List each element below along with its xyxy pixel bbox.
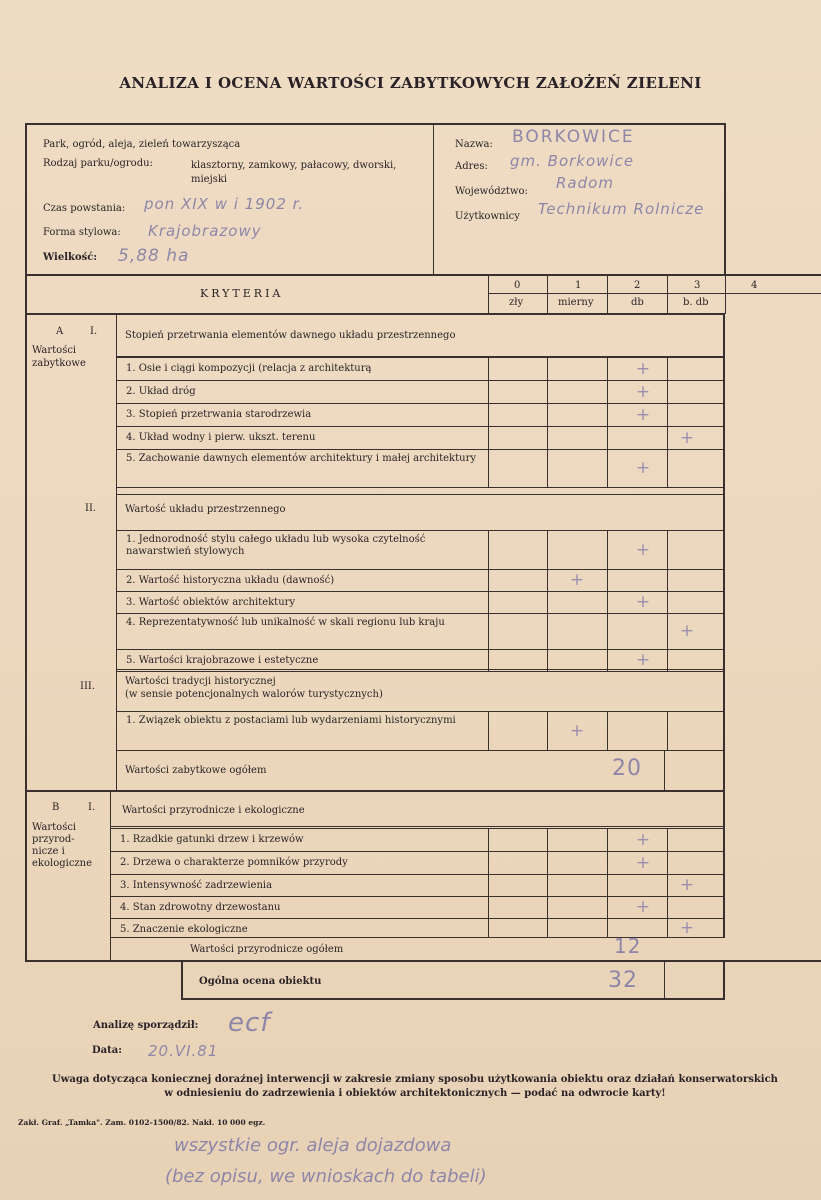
row-col-line	[667, 426, 668, 449]
table-row-label: 3. Stopień przetrwania starodrzewia	[126, 409, 312, 420]
row-col-line	[607, 828, 608, 851]
row-col-line	[547, 613, 548, 649]
row-col-line	[488, 530, 489, 569]
row-top-line	[116, 649, 723, 650]
table-row-label: 5. Zachowanie dawnych elementów architektury i małej architektury	[126, 453, 477, 464]
row-col-line	[488, 851, 489, 874]
row-col-line	[667, 357, 668, 380]
total-a-col-line	[664, 750, 665, 790]
date-label: Data:	[92, 1045, 122, 1056]
notice-line-2: w odniesieniu do zadrzewienia i obiektów architektonicznych — podać na odwrocie karty!	[164, 1088, 666, 1099]
row-col-line	[667, 828, 668, 851]
row-top-line	[116, 449, 723, 450]
score-mark: +	[635, 829, 651, 850]
section-b-roman: I.	[88, 802, 96, 813]
row-col-line	[488, 649, 489, 671]
table-row-label: 1. Osie i ciągi kompozycji (relacja z architekturą	[126, 363, 372, 374]
criteria-top-line	[25, 274, 821, 276]
section-b-name-3: nicze i	[32, 846, 65, 857]
header-divider	[433, 123, 434, 274]
row-col-line	[488, 569, 489, 591]
row-col-line	[488, 828, 489, 851]
name-value: BORKOWICE	[512, 127, 635, 147]
score-mark: +	[635, 381, 651, 402]
row-col-line	[547, 426, 548, 449]
total-a-value: 20	[612, 756, 642, 781]
row-top-line	[110, 874, 723, 875]
size-label: Wielkość:	[43, 252, 98, 263]
table-row-label: 2. Drzewa o charakterze pomników przyrody	[120, 857, 348, 868]
score-mark: +	[635, 897, 651, 917]
overall-label: Ogólna ocena obiektu	[199, 976, 322, 987]
table-row-label: 4. Układ wodny i pierw. ukszt. terenu	[126, 432, 316, 443]
table-row-label: 1. Związek obiektu z postaciami lub wydarzeniami historycznymi	[126, 715, 456, 726]
handwritten-note-1: wszystkie ogr. aleja dojazdowa	[174, 1135, 452, 1156]
row-col-line	[488, 380, 489, 403]
total-b-label: Wartości przyrodnicze ogółem	[190, 944, 344, 955]
section-a-bottom	[25, 790, 725, 792]
score-mark: +	[635, 358, 651, 379]
row-col-line	[607, 649, 608, 671]
row-col-line	[667, 613, 668, 649]
row-bottom-line	[116, 671, 723, 672]
users-label: Użytkownicy	[455, 211, 520, 222]
col-line-0	[488, 274, 489, 314]
group-a2-title: Wartość układu przestrzennego	[125, 504, 286, 515]
section-b-name-4: ekologiczne	[32, 858, 93, 869]
score-mark: +	[635, 404, 651, 425]
row-col-line	[667, 449, 668, 487]
page-title: ANALIZA I OCENA WARTOŚCI ZABYTKOWYCH ZAŁOŻEŃ ZIELENI	[119, 74, 702, 92]
notice-line-1: Uwaga dotycząca koniecznej doraźnej interwencji w zakresie zmiany sposobu użytkowania obiektu oraz działań konserwatorskich	[52, 1074, 778, 1085]
row-col-line	[667, 711, 668, 750]
score-mark: +	[679, 427, 695, 448]
row-col-line	[607, 896, 608, 918]
kind-options: klasztorny, zamkowy, pałacowy, dworski,	[191, 160, 397, 171]
section-divider-a	[116, 313, 117, 790]
table-row-label: 4. Reprezentatywność lub unikalność w skali regionu lub kraju	[126, 617, 445, 628]
address-value: gm. Borkowice	[510, 152, 635, 170]
row-col-line	[547, 896, 548, 918]
row-top-line	[116, 530, 723, 531]
score-mark: +	[569, 570, 585, 590]
section-b-name-1: Wartości	[32, 822, 77, 833]
created-value: pon XIX w i 1902 r.	[144, 195, 305, 213]
score-mark: +	[679, 917, 695, 938]
users-value: Technikum Rolnicze	[538, 200, 705, 218]
row-col-line	[607, 357, 608, 380]
row-top-line	[116, 357, 723, 358]
score-mark: +	[679, 875, 695, 895]
row-top-line	[116, 426, 723, 427]
row-col-line	[607, 449, 608, 487]
score-mark: +	[635, 592, 651, 612]
score-col-1-num: 1	[575, 280, 582, 291]
score-header-split	[488, 293, 821, 294]
row-col-line	[667, 918, 668, 937]
criteria-bottom-line	[25, 313, 725, 315]
row-col-line	[547, 851, 548, 874]
group-a3-title-2: (w sensie potencjonalnych walorów turystycznych)	[125, 689, 383, 700]
row-col-line	[488, 357, 489, 380]
name-label: Nazwa:	[455, 139, 493, 150]
row-col-line	[488, 918, 489, 937]
criteria-header: KRYTERIA	[200, 287, 284, 300]
row-col-line	[547, 649, 548, 671]
score-mark: +	[569, 720, 585, 741]
row-col-line	[488, 426, 489, 449]
score-col-2-num: 2	[634, 280, 641, 291]
row-col-line	[547, 357, 548, 380]
row-col-line	[488, 711, 489, 750]
row-top-line	[116, 569, 723, 570]
row-col-line	[667, 874, 668, 896]
total-a-label: Wartości zabytkowe ogółem	[125, 765, 267, 776]
style-label: Forma stylowa:	[43, 227, 121, 238]
roman-ii: II.	[85, 503, 97, 514]
group-line	[110, 826, 723, 827]
row-col-line	[488, 449, 489, 487]
group-line	[116, 669, 723, 670]
row-col-line	[488, 874, 489, 896]
row-col-line	[607, 403, 608, 426]
score-col-3-label: b. db	[683, 297, 709, 308]
row-col-line	[607, 591, 608, 613]
group-line	[116, 494, 723, 495]
overall-col-line	[664, 962, 665, 999]
score-col-0-num: 0	[514, 280, 521, 291]
section-b-name-2: przyrod-	[32, 834, 75, 845]
voivodeship-label: Województwo:	[455, 186, 528, 197]
section-a-name-2: zabytkowe	[32, 358, 86, 369]
row-col-line	[667, 569, 668, 591]
kind-options-2: miejski	[191, 174, 228, 185]
row-col-line	[607, 613, 608, 649]
row-col-line	[667, 403, 668, 426]
section-b-letter: B	[52, 802, 60, 813]
row-col-line	[488, 613, 489, 649]
row-col-line	[607, 380, 608, 403]
row-col-line	[547, 449, 548, 487]
table-left-border	[25, 274, 27, 961]
row-col-line	[607, 918, 608, 937]
col-line-3	[667, 274, 668, 314]
row-col-line	[667, 649, 668, 671]
overall-value: 32	[608, 968, 638, 993]
row-col-line	[547, 874, 548, 896]
created-label: Czas powstania:	[43, 203, 126, 214]
row-top-line	[110, 896, 723, 897]
row-col-line	[667, 530, 668, 569]
table-row-label: 3. Wartość obiektów architektury	[126, 597, 296, 608]
score-mark: +	[635, 650, 651, 670]
row-top-line	[110, 918, 723, 919]
score-mark: +	[635, 539, 651, 560]
table-row-label: 2. Układ dróg	[126, 386, 196, 397]
table-row-label: 5. Wartości krajobrazowe i estetyczne	[126, 655, 319, 666]
table-row-label: 3. Intensywność zadrzewienia	[120, 880, 273, 891]
group-a3-title-1: Wartości tradycji historycznej	[125, 676, 276, 687]
score-mark: +	[679, 621, 695, 641]
row-top-line	[110, 851, 723, 852]
table-row-label: 4. Stan zdrowotny drzewostanu	[120, 902, 281, 913]
row-col-line	[547, 591, 548, 613]
table-row-label: 2. Wartość historyczna układu (dawność)	[126, 575, 335, 586]
total-b-value: 12	[614, 934, 642, 958]
row-col-line	[667, 851, 668, 874]
row-col-line	[667, 896, 668, 918]
section-a-roman: I.	[90, 326, 98, 337]
row-col-line	[547, 380, 548, 403]
row-top-line	[116, 403, 723, 404]
row-col-line	[607, 530, 608, 569]
row-col-line	[547, 569, 548, 591]
section-a-letter: A	[56, 326, 64, 337]
row-col-line	[547, 403, 548, 426]
score-col-3-num: 3	[694, 280, 701, 291]
row-col-line	[488, 591, 489, 613]
print-info: Zakł. Graf. „Tamka". Zam. 0102-1500/82. Nakł. 10 000 egz.	[18, 1118, 266, 1127]
group-line	[116, 750, 723, 751]
row-col-line	[547, 711, 548, 750]
score-mark: +	[635, 458, 651, 478]
row-col-line	[547, 918, 548, 937]
handwritten-note-2: (bez opisu, we wnioskach do tabeli)	[165, 1166, 487, 1187]
row-col-line	[607, 711, 608, 750]
voivodeship-value: Radom	[556, 174, 614, 192]
address-label: Adres:	[455, 161, 488, 172]
table-row-label: 1. Jednorodność stylu całego układu lub wysoka czytelność nawarstwień stylowych	[126, 534, 426, 557]
row-top-line	[116, 613, 723, 614]
park-type-label: Park, ogród, aleja, zieleń towarzysząca	[43, 139, 241, 150]
row-top-line	[116, 711, 723, 712]
table-right-border	[723, 313, 725, 790]
row-top-line	[110, 828, 723, 829]
row-col-line	[488, 403, 489, 426]
table-row-label: 5. Znaczenie ekologiczne	[120, 924, 248, 935]
col-line-2	[607, 274, 608, 314]
table-right-border-b	[723, 790, 725, 937]
group-b1-title: Wartości przyrodnicze i ekologiczne	[122, 805, 305, 816]
score-mark: +	[635, 852, 651, 873]
score-col-0-label: zły	[509, 297, 524, 308]
row-col-line	[547, 530, 548, 569]
col-line-1	[547, 274, 548, 314]
prepared-label: Analizę sporządził:	[93, 1020, 199, 1031]
row-col-line	[667, 591, 668, 613]
date-value: 20.VI.81	[148, 1042, 219, 1060]
notice-text	[20, 1073, 810, 1101]
table-row-label: 1. Rzadkie gatunki drzew i krzewów	[120, 834, 304, 845]
score-col-2-label: db	[631, 297, 644, 308]
col-line-4	[725, 274, 726, 314]
row-col-line	[607, 851, 608, 874]
row-col-line	[488, 896, 489, 918]
section-a-name-1: Wartości	[32, 345, 77, 356]
row-top-line	[116, 591, 723, 592]
row-col-line	[607, 426, 608, 449]
section-divider-b	[110, 790, 111, 961]
prepared-signature: ecf	[228, 1008, 271, 1038]
row-col-line	[667, 380, 668, 403]
row-col-line	[547, 828, 548, 851]
row-top-line	[116, 380, 723, 381]
score-col-4-num: 4	[751, 280, 758, 291]
roman-iii: III.	[80, 681, 96, 692]
kind-label: Rodzaj parku/ogrodu:	[43, 158, 153, 169]
row-bottom-line	[116, 487, 723, 488]
style-value: Krajobrazowy	[148, 222, 262, 240]
size-value: 5,88 ha	[118, 246, 190, 266]
row-col-line	[607, 874, 608, 896]
score-col-1-label: mierny	[558, 297, 594, 308]
row-col-line	[607, 569, 608, 591]
group-a1-title: Stopień przetrwania elementów dawnego układu przestrzennego	[125, 330, 456, 341]
